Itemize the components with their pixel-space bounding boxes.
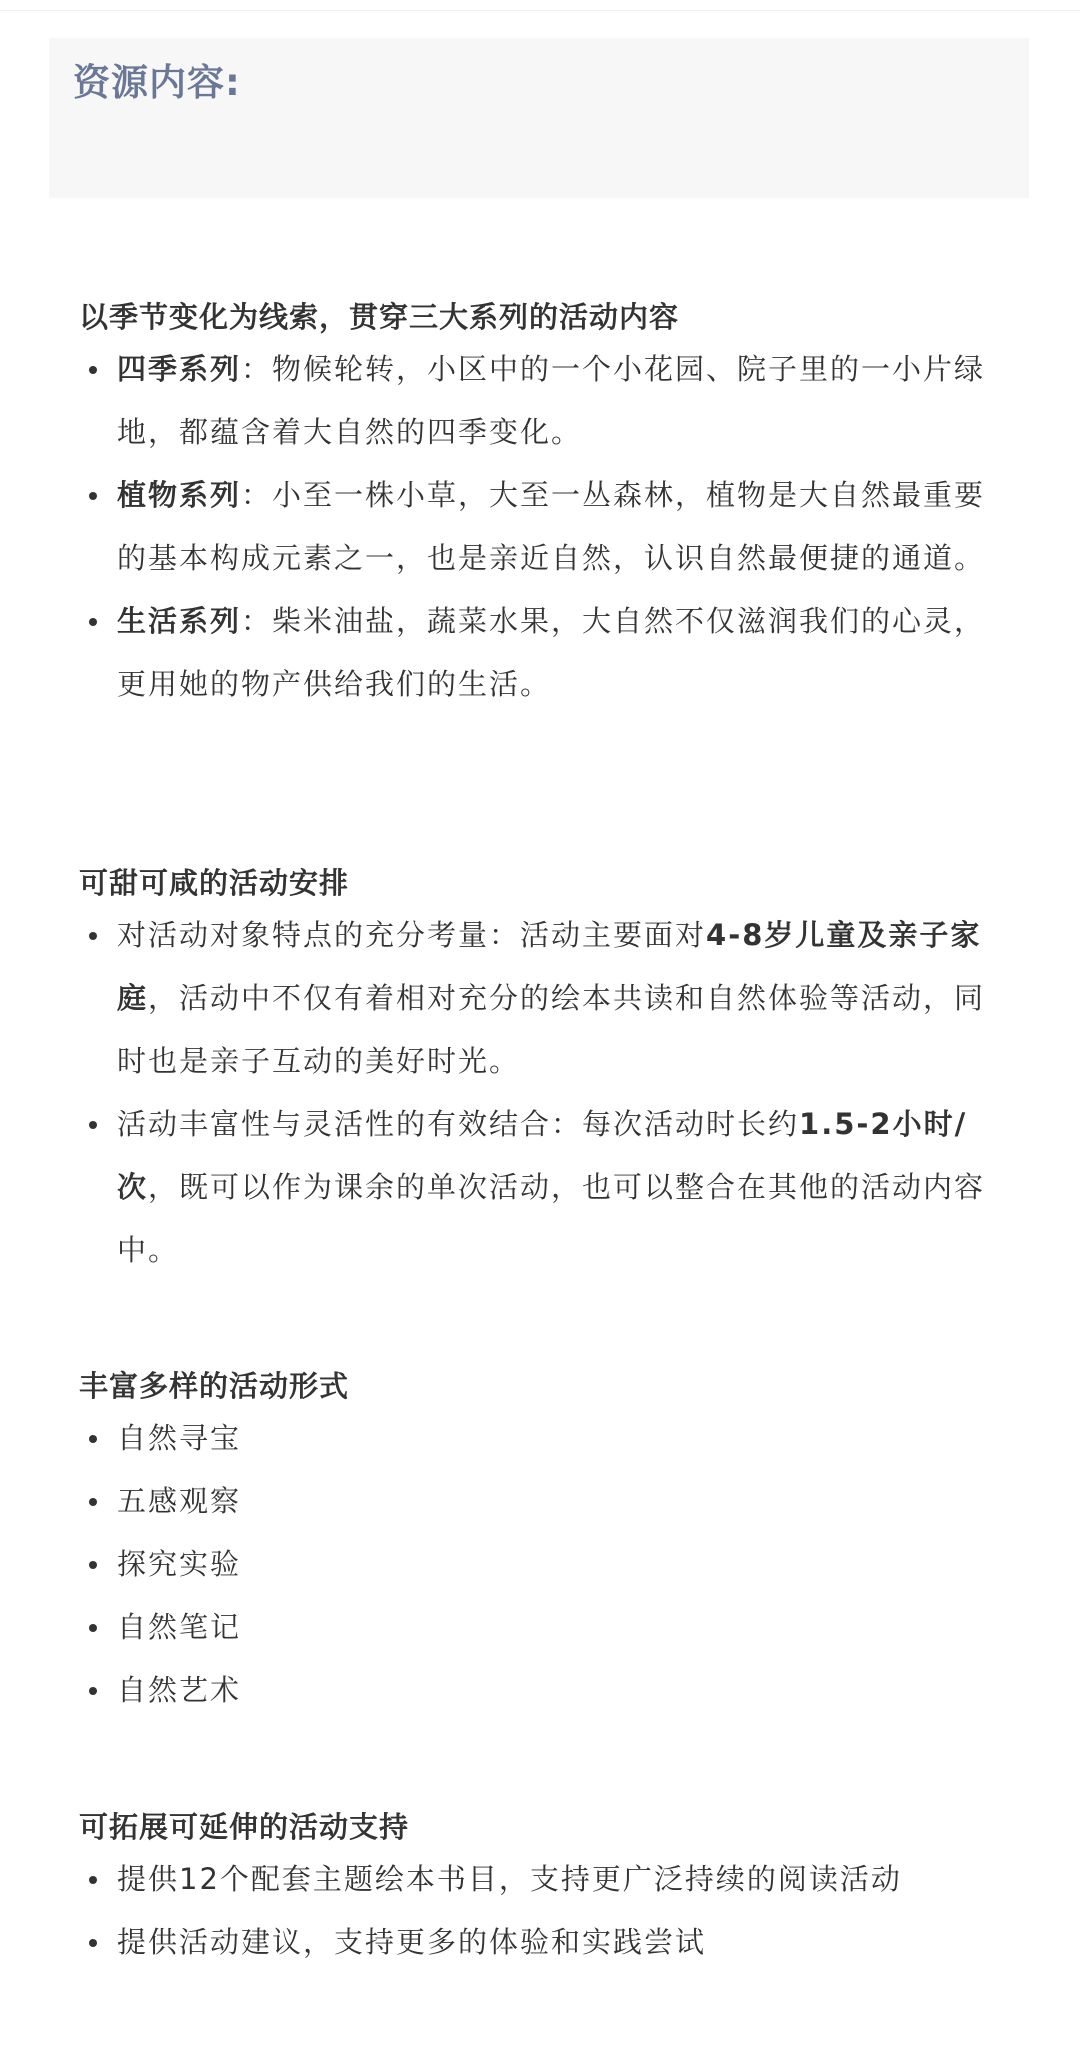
bullet-dot bbox=[89, 1561, 97, 1569]
bullet-dot bbox=[89, 1876, 97, 1884]
arrangement-list bbox=[79, 904, 999, 1282]
support-list bbox=[79, 1848, 999, 1974]
item-bold-text: 4-8岁儿童及亲子家庭 bbox=[117, 918, 982, 1015]
bullet-dot bbox=[89, 618, 97, 626]
list-item bbox=[79, 590, 999, 716]
section-title: 可甜可咸的活动安排 bbox=[79, 866, 350, 900]
item-text: 提供活动建议，支持更多的体验和实践尝试 bbox=[117, 1925, 707, 1959]
section-title: 丰富多样的活动形式 bbox=[79, 1369, 350, 1403]
item-text: 自然寻宝 bbox=[117, 1421, 242, 1455]
top-divider bbox=[0, 0, 1080, 11]
list-item bbox=[79, 1093, 999, 1282]
bullet-dot bbox=[89, 1687, 97, 1695]
item-bold-label: 生活系列 bbox=[117, 604, 242, 638]
list-item bbox=[79, 904, 999, 1093]
bullet-dot bbox=[89, 1624, 97, 1632]
list-item bbox=[79, 1533, 999, 1596]
bullet-dot bbox=[89, 366, 97, 374]
item-text: 提供12个配套主题绘本书目，支持更广泛持续的阅读活动 bbox=[117, 1862, 902, 1896]
bullet-dot bbox=[89, 492, 97, 500]
item-text: ：柴米油盐，蔬菜水果，大自然不仅滋润我们的心灵，更用她的物产供给我们的生活。 bbox=[117, 604, 986, 701]
item-text: 自然笔记 bbox=[117, 1610, 242, 1644]
list-item bbox=[79, 1470, 999, 1533]
item-text: 对活动对象特点的充分考量：活动主要面对 bbox=[117, 918, 707, 952]
series-list bbox=[79, 338, 999, 716]
section-activity-arrangement bbox=[79, 862, 999, 1282]
list-item bbox=[79, 1848, 999, 1911]
item-bold-text: 1.5-2小时/次 bbox=[117, 1107, 968, 1204]
list-item bbox=[79, 1407, 999, 1470]
item-text: ：小至一株小草，大至一丛森林，植物是大自然最重要的基本构成元素之一，也是亲近自然，认识自然最便捷的通道。 bbox=[117, 478, 986, 575]
item-text: 自然艺术 bbox=[117, 1673, 242, 1707]
item-bold-label: 四季系列 bbox=[117, 352, 242, 386]
item-text: 五感观察 bbox=[117, 1484, 242, 1518]
section-activity-forms bbox=[79, 1365, 999, 1722]
bullet-dot bbox=[89, 1121, 97, 1129]
bullet-dot bbox=[89, 1939, 97, 1947]
item-text: 活动丰富性与灵活性的有效结合：每次活动时长约 bbox=[117, 1107, 800, 1141]
item-text: ，活动中不仅有着相对充分的绘本共读和自然体验等活动，同时也是亲子互动的美好时光。 bbox=[117, 981, 986, 1078]
resource-title: 资源内容: bbox=[73, 61, 241, 104]
item-text: 探究实验 bbox=[117, 1547, 242, 1581]
item-bold-label: 植物系列 bbox=[117, 478, 242, 512]
section-activity-support bbox=[79, 1806, 999, 1974]
list-item bbox=[79, 1659, 999, 1722]
section-title: 以季节变化为线索，贯穿三大系列的活动内容 bbox=[79, 300, 680, 334]
item-text: ：物候轮转，小区中的一个小花园、院子里的一小片绿地，都蕴含着大自然的四季变化。 bbox=[117, 352, 986, 449]
section-seasonal-series bbox=[79, 296, 999, 716]
list-item bbox=[79, 1911, 999, 1974]
bullet-dot bbox=[89, 932, 97, 940]
section-title: 可拓展可延伸的活动支持 bbox=[79, 1810, 410, 1844]
list-item bbox=[79, 464, 999, 590]
bullet-dot bbox=[89, 1435, 97, 1443]
bullet-dot bbox=[89, 1498, 97, 1506]
list-item bbox=[79, 1596, 999, 1659]
item-text: ，既可以作为课余的单次活动，也可以整合在其他的活动内容中。 bbox=[117, 1170, 986, 1267]
forms-list bbox=[79, 1407, 999, 1722]
list-item bbox=[79, 338, 999, 464]
